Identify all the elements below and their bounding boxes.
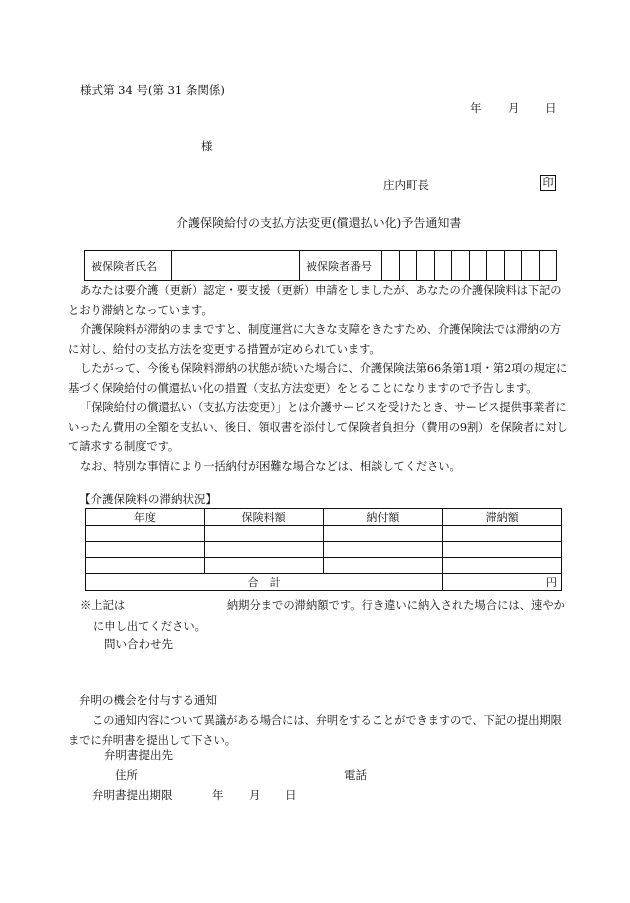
column-header-arrears: 滞納額 [443,509,562,526]
total-row [86,574,562,591]
column-header-premium: 保険料額 [204,509,323,526]
body-paragraph: したがって、今後も保険料滞納の状態が続いた場合に、介護保険法第66条第1項・第2項の規定に基づく保険給付の償還払い化の措置（支払方法変更）をとることになりますので予告します。 [68,362,568,395]
body-paragraph: なお、特別な事情により一括納付が困難な場合などは、相談してください。 [80,459,461,473]
table-row [86,558,562,574]
address-label: 住所 [115,768,138,782]
table-row [86,542,562,558]
submit-to-label: 弁明書提出先 [104,748,173,762]
insured-number-digit [522,251,540,281]
table-cell [86,526,205,542]
body-paragraph: 「保険給付の償還払い（支払方法変更）」とは介護サービスを受けたとき、サービス提供事業者にいったん費用の全額を支払い、後日、領収書を添付して保険者負担分（費用の9割）を保険者に対して請求する制度です。 [68,401,568,453]
insured-number-digit [487,251,505,281]
table-cell [86,542,205,558]
deadline-label: 弁明書提出期限 [92,788,173,802]
date-year: 年 [470,101,482,115]
document-title: 介護保険給付の支払方法変更(償還払い化)予告通知書 [176,216,462,230]
notice-body [68,281,568,476]
table-cell [204,542,323,558]
arrears-status-table [85,508,562,591]
body-paragraph: 介護保険料が滞納のままですと、制度運営に大きな支障をきたすため、介護保険法では滞納の方に対し、給付の支払方法を変更する措置が定められています。 [68,323,562,356]
form-number: 様式第 34 号(第 31 条関係) [80,83,225,97]
hearing-body [68,711,568,750]
table-cell [323,526,443,542]
total-label: 合 計 [86,574,443,591]
table-cell [86,558,205,574]
deadline-day: 日 [285,788,297,802]
column-header-paid: 納付額 [323,509,443,526]
insured-number-digit [434,251,452,281]
date-month: 月 [508,101,520,115]
insured-info-table [84,250,557,281]
insured-number-digit [417,251,435,281]
insured-number-digit [469,251,487,281]
table-cell [443,542,562,558]
issuer: 庄内町長 [383,178,429,192]
insured-number-label: 被保険者番号 [300,251,382,281]
table-cell [323,558,443,574]
total-unit: 円 [443,574,562,591]
seal-mark: 印 [540,175,556,191]
table-cell [323,542,443,558]
insured-number-digit [539,251,557,281]
table-cell [204,526,323,542]
body-paragraph: あなたは要介護（更新）認定・要支援（更新）申請をしましたが、あなたの介護保険料は下記のとおり滞納となっています。 [68,284,562,317]
insured-number-digit [382,251,400,281]
table-cell [204,558,323,574]
insured-name-value [172,251,300,281]
insured-name-label: 被保険者氏名 [85,251,172,281]
insured-number-digit [399,251,417,281]
insured-number-digit [452,251,470,281]
status-note-text: ※上記は 納期分までの滞納額です。行き違いに納入された場合には、速やかに申し出てください。 [80,599,565,633]
deadline-month: 月 [249,788,261,802]
date-day: 日 [545,101,557,115]
insured-number-digit [504,251,522,281]
table-cell [443,558,562,574]
column-header-fiscal-year: 年度 [86,509,205,526]
hearing-body-text: この通知内容について異議がある場合には、弁明をすることができますので、下記の提出期限までに弁明書を提出して下さい。 [68,714,562,747]
inquiry-label: 問い合わせ先 [104,637,173,651]
deadline-year: 年 [212,788,224,802]
phone-label: 電話 [344,768,367,782]
table-row [86,526,562,542]
hearing-heading: 弁明の機会を付与する通知 [79,693,217,707]
status-heading: 【介護保険料の滞納状況】 [79,492,217,506]
addressee-suffix: 様 [201,139,213,153]
table-cell [443,526,562,542]
status-note [80,595,570,637]
